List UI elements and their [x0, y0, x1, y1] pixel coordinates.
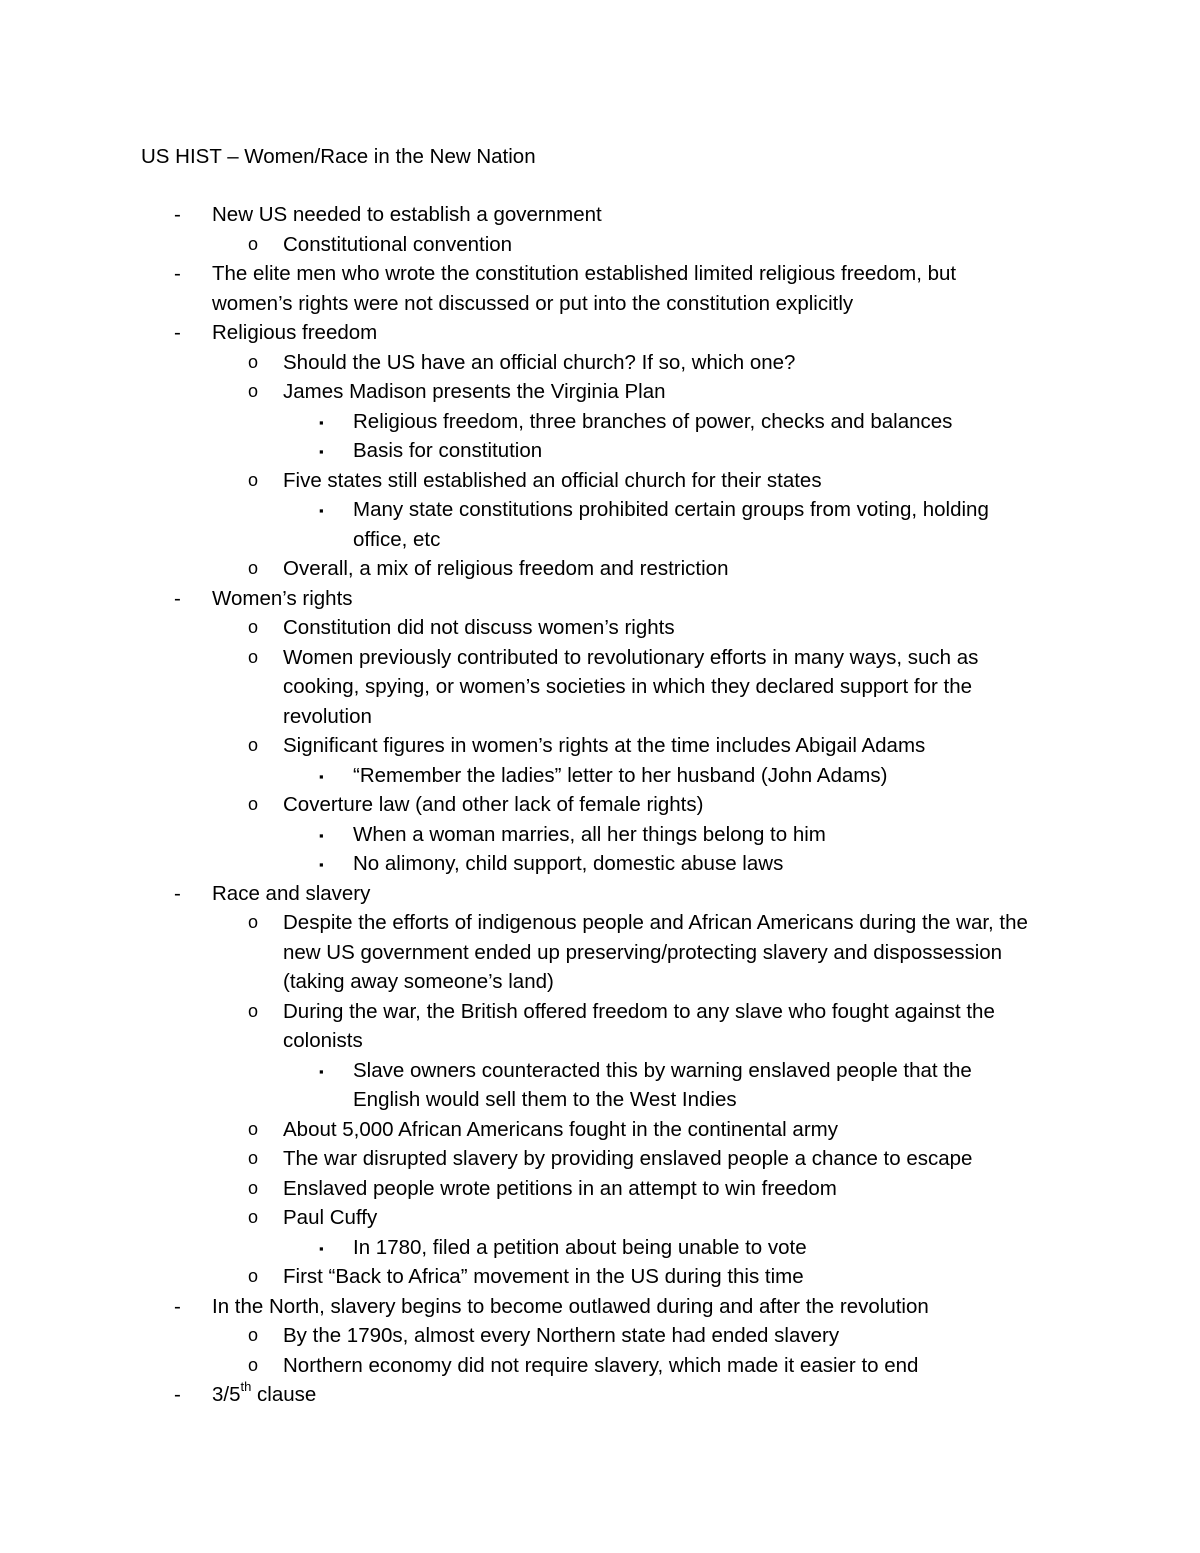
- square-bullet-icon: ▪: [319, 1240, 324, 1256]
- outline-item-level2: [0, 1174, 1200, 1204]
- outline-item-text: Should the US have an official church? If so, which one?: [283, 350, 796, 374]
- outline-item-text: Race and slavery: [212, 881, 371, 905]
- outline-item-level2: [0, 466, 1200, 496]
- outline-item-text: The war disrupted slavery by providing enslaved people a chance to escape: [283, 1147, 973, 1170]
- outline-item-text: Paul Cuffy: [283, 1206, 378, 1229]
- outline-item-level3: [0, 407, 1200, 437]
- outline-item-text: Religious freedom: [212, 321, 378, 344]
- square-bullet-icon: ▪: [319, 857, 324, 872]
- outline-item-level2: [0, 230, 1200, 260]
- dash-bullet: -: [174, 321, 181, 344]
- outline-item-text: Enslaved people wrote petitions in an attempt to win freedom: [283, 1176, 837, 1200]
- outline-item-level2: [0, 554, 1200, 584]
- ordinal-suffix: th: [240, 1379, 252, 1395]
- circle-bullet: o: [248, 469, 259, 490]
- outline-item-level2: [0, 1203, 1200, 1233]
- outline-item-level3: [0, 820, 1200, 850]
- circle-bullet: o: [248, 1207, 259, 1227]
- outline-item-text: No alimony, child support, domestic abuse laws: [353, 852, 784, 875]
- circle-bullet: o: [248, 1118, 259, 1139]
- circle-bullet: o: [248, 912, 259, 932]
- dash-bullet: -: [174, 262, 181, 285]
- outline-item-text: By the 1790s, almost every Northern state had ended slavery: [283, 1324, 840, 1347]
- page-title: US HIST – Women/Race in the New Nation: [141, 145, 536, 168]
- outline-item-level2: [0, 348, 1200, 378]
- outline-item-text: [212, 1380, 1042, 1410]
- outline-item-level2: [0, 1262, 1200, 1292]
- circle-bullet: o: [248, 1266, 259, 1286]
- square-bullet-icon: ▪: [319, 827, 324, 843]
- outline-item-text: Overall, a mix of religious freedom and restriction: [283, 557, 729, 580]
- outline-item-text: When a woman marries, all her things belong to him: [353, 822, 826, 846]
- outline-item-level3: [0, 1233, 1200, 1263]
- circle-bullet: o: [248, 1000, 259, 1021]
- dash-bullet: -: [174, 1294, 181, 1318]
- outline-item-level2: [0, 377, 1200, 407]
- circle-bullet: o: [248, 1354, 259, 1375]
- outline-item-level3: [0, 761, 1200, 791]
- outline-item-level2: [0, 1144, 1200, 1174]
- outline-item-text: Basis for constitution: [353, 439, 543, 462]
- outline-item-text: Slave owners counteracted this by warning enslaved people that the English would sell them to the West Indies: [353, 1058, 972, 1111]
- outline-item-level3: [0, 849, 1200, 879]
- outline-item-text: James Madison presents the Virginia Plan: [283, 380, 666, 403]
- outline-item-text: During the war, the British offered freedom to any slave who fought against the colonists: [283, 999, 995, 1052]
- outline-item-level2: [0, 1351, 1200, 1381]
- outline-item-text: New US needed to establish a government: [212, 203, 602, 226]
- outline-item-level2: [0, 1321, 1200, 1351]
- circle-bullet: o: [248, 558, 259, 578]
- outline-item-text: Many state constitutions prohibited certain groups from voting, holding office, etc: [353, 498, 989, 551]
- circle-bullet: o: [248, 735, 259, 755]
- outline-item-text: Women’s rights: [212, 586, 353, 610]
- square-bullet-icon: ▪: [319, 444, 324, 459]
- dash-bullet: -: [174, 203, 181, 226]
- outline-item-level3: [0, 495, 1200, 554]
- outline-item-text: Constitution did not discuss women’s rights: [283, 616, 675, 639]
- circle-bullet: o: [248, 233, 259, 254]
- outline-item-level2: [0, 908, 1200, 997]
- outline-item-level1: [0, 879, 1200, 909]
- outline-item-text: Coverture law (and other lack of female rights): [283, 793, 704, 816]
- outline-item-level2: [0, 613, 1200, 643]
- square-bullet-icon: ▪: [319, 414, 324, 430]
- circle-bullet: o: [248, 794, 259, 814]
- outline-item-level3: [0, 436, 1200, 466]
- outline-item-text: Northern economy did not require slavery, which made it easier to end: [283, 1353, 919, 1377]
- outline-item-level2: [0, 790, 1200, 820]
- circle-bullet: o: [248, 617, 259, 637]
- circle-bullet: o: [248, 1148, 259, 1168]
- outline-item-text: First “Back to Africa” movement in the US during this time: [283, 1265, 804, 1288]
- outline-item-level2: [0, 1115, 1200, 1145]
- clause-label: clause: [251, 1383, 317, 1406]
- outline-item-text: Five states still established an official church for their states: [283, 468, 822, 492]
- outline-item-text: In 1780, filed a petition about being unable to vote: [353, 1235, 807, 1259]
- outline-item-level1: [0, 1292, 1200, 1322]
- outline-list: [0, 200, 1200, 1410]
- outline-item-level1: [0, 259, 1200, 318]
- circle-bullet: o: [248, 381, 259, 401]
- outline-item-text: In the North, slavery begins to become outlawed during and after the revolution: [212, 1294, 929, 1318]
- outline-item-level1: [0, 200, 1200, 230]
- square-bullet-icon: ▪: [319, 768, 324, 784]
- outline-item-level2: [0, 731, 1200, 761]
- circle-bullet: o: [248, 1177, 259, 1198]
- dash-bullet: -: [174, 881, 181, 905]
- circle-bullet: o: [248, 351, 259, 372]
- outline-item-text: Religious freedom, three branches of power, checks and balances: [353, 409, 953, 433]
- outline-item-level1: [0, 584, 1200, 614]
- outline-item-text: Women previously contributed to revolutionary efforts in many ways, such as cooking, spying, or women’s societies in which they declared support for the revolution: [283, 645, 979, 728]
- outline-item-level2: [0, 997, 1200, 1056]
- square-bullet-icon: ▪: [319, 503, 324, 518]
- square-bullet-icon: ▪: [319, 1063, 324, 1079]
- outline-item-text: “Remember the ladies” letter to her husband (John Adams): [353, 763, 888, 787]
- outline-item-level1: [0, 1380, 1200, 1410]
- outline-item-text: Despite the efforts of indigenous people and African Americans during the war, the new US government ended up preserving/protecting slavery and dispossession (taking away someone’s land): [283, 911, 1028, 993]
- outline-item-level2: [0, 643, 1200, 732]
- outline-item-text: Constitutional convention: [283, 232, 513, 256]
- circle-bullet: o: [248, 1325, 259, 1345]
- dash-bullet: -: [174, 586, 181, 610]
- outline-item-text: The elite men who wrote the constitution established limited religious freedom, but women’s rights were not discussed or put into the constitution explicitly: [212, 262, 957, 315]
- clause-fraction: 3/5: [212, 1383, 241, 1406]
- outline-item-text: About 5,000 African Americans fought in the continental army: [283, 1117, 838, 1141]
- outline-item-level3: [0, 1056, 1200, 1115]
- outline-item-level1: [0, 318, 1200, 348]
- dash-bullet: -: [174, 1383, 181, 1406]
- outline-item-text: Significant figures in women’s rights at the time includes Abigail Adams: [283, 734, 926, 757]
- circle-bullet: o: [248, 646, 259, 667]
